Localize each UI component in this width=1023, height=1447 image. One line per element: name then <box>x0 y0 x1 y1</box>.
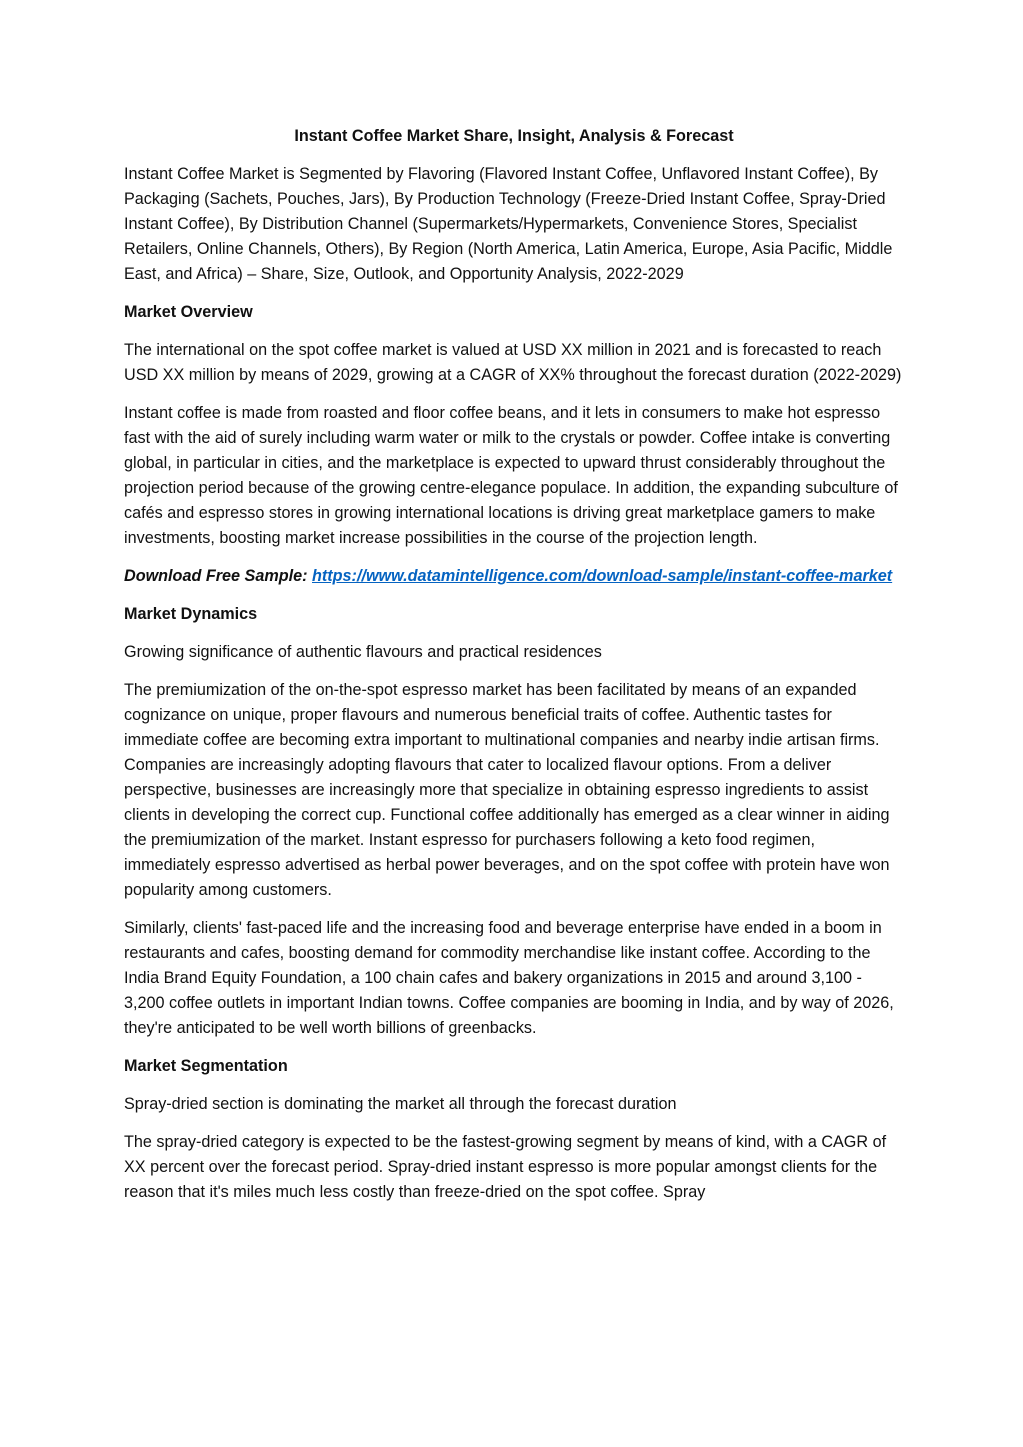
dynamics-paragraph-1: The premiumization of the on-the-spot espresso market has been facilitated by means of an expanded cognizance on unique, proper flavours and numerous beneficial traits of coffee. Authentic tastes for immediate coffee are becoming extra important to multinational companies and nearby indie artisan firms. Companies are increasingly adopting flavours that cater to localized flavour options. From a deliver perspective, businesses are increasingly more that specialize in obtaining espresso ingredients to assist clients in developing the correct cup. Functional coffee additionally has emerged as a clear winner in aiding the premiumization of the market. Instant espresso for purchasers following a keto food regimen, immediately espresso advertised as herbal power beverages, and on the spot coffee with protein have won popularity among customers. <box>124 681 890 899</box>
dynamics-paragraph-2: Similarly, clients' fast-paced life and the increasing food and beverage enterprise have ended in a boom in restaurants and cafes, boosting demand for commodity merchandise like instant coffee. According to the India Brand Equity Foundation, a 100 chain cafes and bakery organizations in 2015 and around 3,100 - 3,200 coffee outlets in important Indian towns. Coffee companies are booming in India, and by way of 2026, they're anticipated to be well worth billions of greenbacks. <box>124 919 894 1037</box>
segmentation-paragraph-1: The spray-dried category is expected to be the fastest-growing segment by means of kind, with a CAGR of XX percent over the forecast period. Spray-dried instant espresso is more popular amongst clients for the reason that it's miles much less costly than freeze-dried on the spot coffee. Spray <box>124 1133 887 1201</box>
overview-paragraph-1: The international on the spot coffee market is valued at USD XX million in 2021 and is forecasted to reach USD XX million by means of 2029, growing at a CAGR of XX% throughout the forecast duration (2022-2029) <box>124 341 902 384</box>
download-sample-line <box>124 564 904 589</box>
intro-paragraph: Instant Coffee Market is Segmented by Flavoring (Flavored Instant Coffee, Unflavored Instant Coffee), By Packaging (Sachets, Pouches, Jars), By Production Technology (Freeze-Dried Instant Coffee, Spray-Dried Instant Coffee), By Distribution Channel (Supermarkets/Hypermarkets, Convenience Stores, Specialist Retailers, Online Channels, Others), By Region (North America, Latin America, Europe, Asia Pacific, Middle East, and Africa) – Share, Size, Outlook, and Opportunity Analysis, 2022-2029 <box>124 165 893 283</box>
segmentation-subheading: Spray-dried section is dominating the market all through the forecast duration <box>124 1095 677 1113</box>
dynamics-subheading: Growing significance of authentic flavours and practical residences <box>124 643 602 661</box>
market-dynamics-heading: Market Dynamics <box>124 605 258 623</box>
document-title: Instant Coffee Market Share, Insight, Analysis & Forecast <box>294 127 734 145</box>
market-overview-heading: Market Overview <box>124 303 253 321</box>
document-page <box>124 124 904 1218</box>
download-sample-link[interactable]: https://www.datamintelligence.com/download-sample/instant-coffee-market <box>312 567 893 585</box>
market-segmentation-heading: Market Segmentation <box>124 1057 288 1075</box>
overview-paragraph-2: Instant coffee is made from roasted and floor coffee beans, and it lets in consumers to make hot espresso fast with the aid of surely including warm water or milk to the crystals or powder. Coffee intake is converting global, in particular in cities, and the marketplace is expected to upward thrust considerably throughout the projection period because of the growing centre-elegance populace. In addition, the expanding subculture of cafés and espresso stores in growing international locations is driving great marketplace gamers to make investments, boosting market increase possibilities in the course of the projection length. <box>124 404 898 547</box>
download-sample-label: Download Free Sample: <box>124 567 312 585</box>
